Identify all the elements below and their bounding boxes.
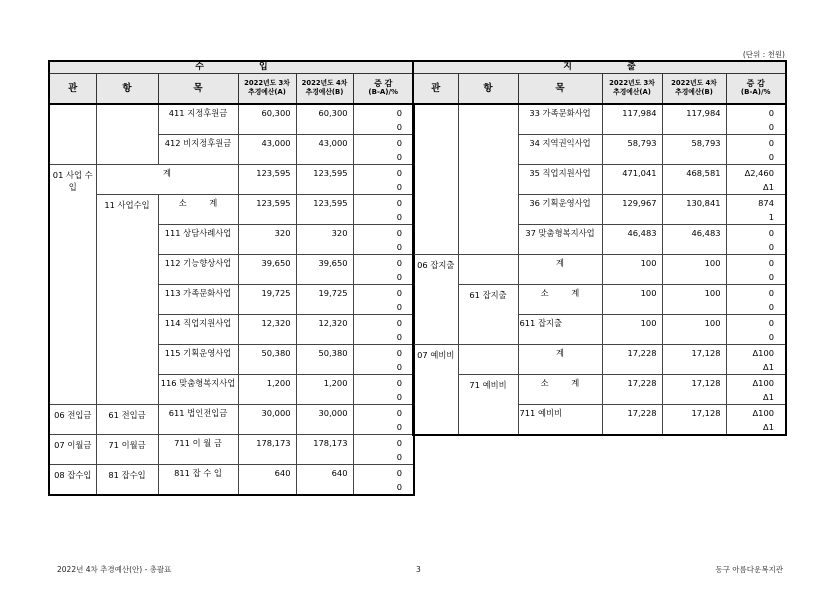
- footer-document-title: 2022년 4차 추경예산(안) - 총괄표: [57, 565, 172, 574]
- budget-b-cell: 100: [662, 315, 726, 345]
- section-title-expense: 지 출: [413, 61, 786, 73]
- budget-b-cell: 117,984: [662, 104, 726, 135]
- budget-b-cell: 468,581: [662, 165, 726, 195]
- diff-amount: Δ100: [752, 378, 774, 388]
- budget-a-cell: 117,984: [602, 104, 662, 135]
- budget-a-cell: 1,200: [238, 375, 296, 405]
- diff-cell: [726, 165, 786, 195]
- mok-cell: 111 상담사례사업: [158, 225, 238, 255]
- diff-percent: 0: [768, 272, 774, 282]
- income-table: [48, 60, 415, 496]
- diff-amount: Δ2,460: [744, 168, 774, 178]
- income-row: [49, 165, 414, 195]
- mok-cell: 계: [518, 255, 602, 285]
- mok-cell: 811 잡 수 입: [158, 465, 238, 496]
- budget-b-cell: 17,128: [662, 375, 726, 405]
- diff-percent: 0: [396, 362, 402, 372]
- budget-a-cell: 178,173: [238, 435, 296, 465]
- diff-amount: 0: [396, 288, 402, 298]
- diff-amount: 0: [396, 378, 402, 388]
- column-header-diff: [353, 73, 414, 104]
- budget-b-cell: 30,000: [296, 405, 353, 435]
- diff-amount: 0: [768, 228, 774, 238]
- expense-row: [413, 104, 786, 135]
- expense-row: [413, 285, 786, 315]
- budget-b-cell: 58,793: [662, 135, 726, 165]
- budget-a-cell: 17,228: [602, 405, 662, 436]
- diff-percent: 0: [396, 242, 402, 252]
- diff-cell: [726, 345, 786, 375]
- header-line: 2022년도 4차: [671, 79, 717, 88]
- budget-a-cell: 39,650: [238, 255, 296, 285]
- budget-b-cell: 123,595: [296, 165, 353, 195]
- diff-percent: 0: [768, 242, 774, 252]
- diff-percent: Δ1: [763, 362, 774, 372]
- footer-page-number: 3: [416, 565, 421, 574]
- diff-cell: [353, 375, 414, 405]
- diff-amount: 0: [396, 198, 402, 208]
- diff-cell: [353, 255, 414, 285]
- hang-cell: 61 잡지출: [458, 285, 518, 345]
- diff-cell: [353, 135, 414, 165]
- budget-a-cell: 100: [602, 315, 662, 345]
- hang-cell: 61 전입금: [96, 405, 158, 435]
- column-header-row: [413, 73, 786, 104]
- income-row: [49, 195, 414, 225]
- budget-a-cell: 50,380: [238, 345, 296, 375]
- budget-b-cell: 50,380: [296, 345, 353, 375]
- diff-cell: [353, 165, 414, 195]
- budget-b-cell: 1,200: [296, 375, 353, 405]
- diff-cell: [353, 345, 414, 375]
- hang-cell: [458, 104, 518, 255]
- budget-a-cell: 43,000: [238, 135, 296, 165]
- gwan-cell: 07 예비비: [413, 345, 458, 436]
- budget-a-cell: 60,300: [238, 104, 296, 135]
- mok-cell: 411 지정후원금: [158, 104, 238, 135]
- mok-cell: 116 맞춤형복지사업: [158, 375, 238, 405]
- column-header-row: [49, 73, 414, 104]
- diff-cell: [353, 195, 414, 225]
- column-header-budget-a: [602, 73, 662, 104]
- section-header-row: [413, 61, 786, 73]
- hang-cell: [458, 255, 518, 285]
- expense-row: [413, 255, 786, 285]
- diff-cell: [353, 285, 414, 315]
- mok-cell: 412 비지정후원금: [158, 135, 238, 165]
- budget-b-cell: 178,173: [296, 435, 353, 465]
- mok-cell: 소 계: [518, 285, 602, 315]
- diff-cell: [353, 225, 414, 255]
- diff-amount: 0: [396, 408, 402, 418]
- header-line: 2022년도 3차: [609, 79, 655, 88]
- diff-percent: 0: [396, 272, 402, 282]
- mok-cell: 소 계: [158, 195, 238, 225]
- header-line: (B-A)/%: [368, 88, 399, 97]
- diff-percent: 0: [396, 212, 402, 222]
- mok-cell: 114 직업지원사업: [158, 315, 238, 345]
- diff-amount: 0: [396, 348, 402, 358]
- budget-b-cell: 17,128: [662, 345, 726, 375]
- budget-a-cell: 471,041: [602, 165, 662, 195]
- diff-amount: 0: [768, 138, 774, 148]
- diff-cell: [726, 285, 786, 315]
- diff-cell: [726, 104, 786, 135]
- diff-cell: [726, 255, 786, 285]
- diff-cell: [726, 315, 786, 345]
- gwan-cell: 06 전입금: [49, 405, 96, 435]
- budget-b-cell: 100: [662, 255, 726, 285]
- gwan-cell: 07 이월금: [49, 435, 96, 465]
- diff-cell: [353, 405, 414, 435]
- budget-b-cell: 39,650: [296, 255, 353, 285]
- budget-a-cell: 58,793: [602, 135, 662, 165]
- gwan-cell: 06 잡지출: [413, 255, 458, 345]
- budget-a-cell: 129,967: [602, 195, 662, 225]
- hang-cell: 71 이월금: [96, 435, 158, 465]
- diff-amount: 874: [758, 198, 774, 208]
- diff-percent: 0: [396, 122, 402, 132]
- header-line: 추경예산(A): [248, 88, 286, 97]
- mok-cell: 711 이 월 금: [158, 435, 238, 465]
- diff-amount: Δ100: [752, 348, 774, 358]
- footer-organization: 동구 아름다운복지관: [715, 565, 783, 574]
- mok-cell: 34 지역권익사업: [518, 135, 602, 165]
- hang-cell: 71 예비비: [458, 375, 518, 436]
- diff-amount: 0: [768, 318, 774, 328]
- diff-amount: 0: [768, 108, 774, 118]
- diff-amount: 0: [396, 168, 402, 178]
- diff-amount: Δ100: [752, 408, 774, 418]
- header-line: 추경예산(A): [613, 88, 651, 97]
- diff-percent: Δ1: [763, 392, 774, 402]
- column-header-hang: 항: [96, 73, 158, 104]
- header-line: (B-A)/%: [740, 88, 771, 97]
- diff-percent: 0: [396, 302, 402, 312]
- budget-a-cell: 12,320: [238, 315, 296, 345]
- budget-a-cell: 123,595: [238, 165, 296, 195]
- diff-percent: 0: [396, 392, 402, 402]
- budget-a-cell: 17,228: [602, 375, 662, 405]
- income-row: [49, 405, 414, 435]
- diff-cell: [726, 225, 786, 255]
- mok-cell: 112 기능향상사업: [158, 255, 238, 285]
- diff-amount: 0: [396, 138, 402, 148]
- diff-percent: 1: [768, 212, 774, 222]
- diff-percent: 0: [396, 182, 402, 192]
- mok-cell: 611 잡지출: [518, 315, 602, 345]
- mok-cell: 소 계: [518, 375, 602, 405]
- diff-amount: 0: [396, 258, 402, 268]
- unit-label: (단위 : 천원): [742, 50, 785, 59]
- header-line: 2022년도 4차: [301, 79, 348, 88]
- diff-amount: 0: [396, 228, 402, 238]
- income-table-body: [49, 104, 414, 495]
- diff-percent: 0: [396, 422, 402, 432]
- hang-cell: 11 사업수입: [96, 195, 158, 405]
- budget-b-cell: 130,841: [662, 195, 726, 225]
- diff-percent: 0: [396, 152, 402, 162]
- column-header-budget-b: [662, 73, 726, 104]
- diff-cell: [353, 104, 414, 135]
- diff-amount: 0: [396, 108, 402, 118]
- expense-row: [413, 375, 786, 405]
- hang-cell: [96, 104, 158, 165]
- diff-percent: 0: [396, 452, 402, 462]
- diff-cell: [726, 405, 786, 436]
- header-line: 증 감: [374, 79, 393, 89]
- column-header-mok: 목: [518, 73, 602, 104]
- budget-b-cell: 17,128: [662, 405, 726, 436]
- income-row: [49, 104, 414, 135]
- mok-cell: 계: [518, 345, 602, 375]
- mok-cell: 33 가족문화사업: [518, 104, 602, 135]
- income-row: [49, 465, 414, 496]
- budget-b-cell: 320: [296, 225, 353, 255]
- section-title-income: 수 입: [49, 61, 414, 73]
- budget-a-cell: 640: [238, 465, 296, 496]
- mok-cell: 113 가족문화사업: [158, 285, 238, 315]
- header-line: 추경예산(B): [675, 88, 713, 97]
- diff-percent: 0: [768, 122, 774, 132]
- column-header-gwan: 관: [49, 73, 96, 104]
- column-header-mok: 목: [158, 73, 238, 104]
- gwan-cell: 01 사업 수입: [49, 165, 96, 405]
- income-row: [49, 435, 414, 465]
- expense-table: [412, 60, 787, 436]
- diff-cell: [726, 135, 786, 165]
- gwan-cell: 08 잡수입: [49, 465, 96, 496]
- budget-a-cell: 19,725: [238, 285, 296, 315]
- diff-percent: 0: [396, 332, 402, 342]
- diff-percent: 0: [768, 332, 774, 342]
- mok-cell: 115 기획운영사업: [158, 345, 238, 375]
- budget-b-cell: 19,725: [296, 285, 353, 315]
- diff-percent: Δ1: [763, 422, 774, 432]
- diff-amount: 0: [396, 318, 402, 328]
- header-line: 추경예산(B): [305, 88, 344, 97]
- column-header-budget-b: [296, 73, 353, 104]
- budget-a-cell: 100: [602, 255, 662, 285]
- diff-amount: 0: [396, 438, 402, 448]
- diff-amount: 0: [768, 258, 774, 268]
- expense-table-body: [413, 104, 786, 435]
- diff-cell: [726, 375, 786, 405]
- diff-amount: 0: [396, 468, 402, 478]
- diff-cell: [353, 465, 414, 496]
- budget-b-cell: 46,483: [662, 225, 726, 255]
- header-line: 증 감: [746, 79, 765, 89]
- mok-cell: 36 기획운영사업: [518, 195, 602, 225]
- diff-percent: 0: [396, 482, 402, 492]
- budget-a-cell: 46,483: [602, 225, 662, 255]
- budget-a-cell: 30,000: [238, 405, 296, 435]
- gwan-cell: [413, 104, 458, 255]
- diff-cell: [353, 435, 414, 465]
- budget-a-cell: 320: [238, 225, 296, 255]
- column-header-budget-a: [238, 73, 296, 104]
- section-header-row: [49, 61, 414, 73]
- budget-b-cell: 123,595: [296, 195, 353, 225]
- column-header-diff: [726, 73, 786, 104]
- budget-a-cell: 100: [602, 285, 662, 315]
- mok-cell: 611 법인전입금: [158, 405, 238, 435]
- budget-a-cell: 123,595: [238, 195, 296, 225]
- budget-b-cell: 12,320: [296, 315, 353, 345]
- diff-amount: 0: [768, 288, 774, 298]
- hang-cell: [458, 345, 518, 375]
- hang-cell: 81 잡수입: [96, 465, 158, 496]
- gwan-cell: [49, 104, 96, 165]
- expense-row: [413, 345, 786, 375]
- mok-cell: 계: [96, 165, 238, 195]
- column-header-hang: 항: [458, 73, 518, 104]
- budget-b-cell: 60,300: [296, 104, 353, 135]
- diff-percent: 0: [768, 152, 774, 162]
- diff-cell: [353, 315, 414, 345]
- mok-cell: 711 예비비: [518, 405, 602, 436]
- mok-cell: 37 맞춤형복지사업: [518, 225, 602, 255]
- diff-cell: [726, 195, 786, 225]
- budget-a-cell: 17,228: [602, 345, 662, 375]
- budget-b-cell: 640: [296, 465, 353, 496]
- budget-b-cell: 100: [662, 285, 726, 315]
- column-header-gwan: 관: [413, 73, 458, 104]
- budget-b-cell: 43,000: [296, 135, 353, 165]
- mok-cell: 35 직업지원사업: [518, 165, 602, 195]
- diff-percent: Δ1: [763, 182, 774, 192]
- header-line: 2022년도 3차: [244, 79, 290, 88]
- diff-percent: 0: [768, 302, 774, 312]
